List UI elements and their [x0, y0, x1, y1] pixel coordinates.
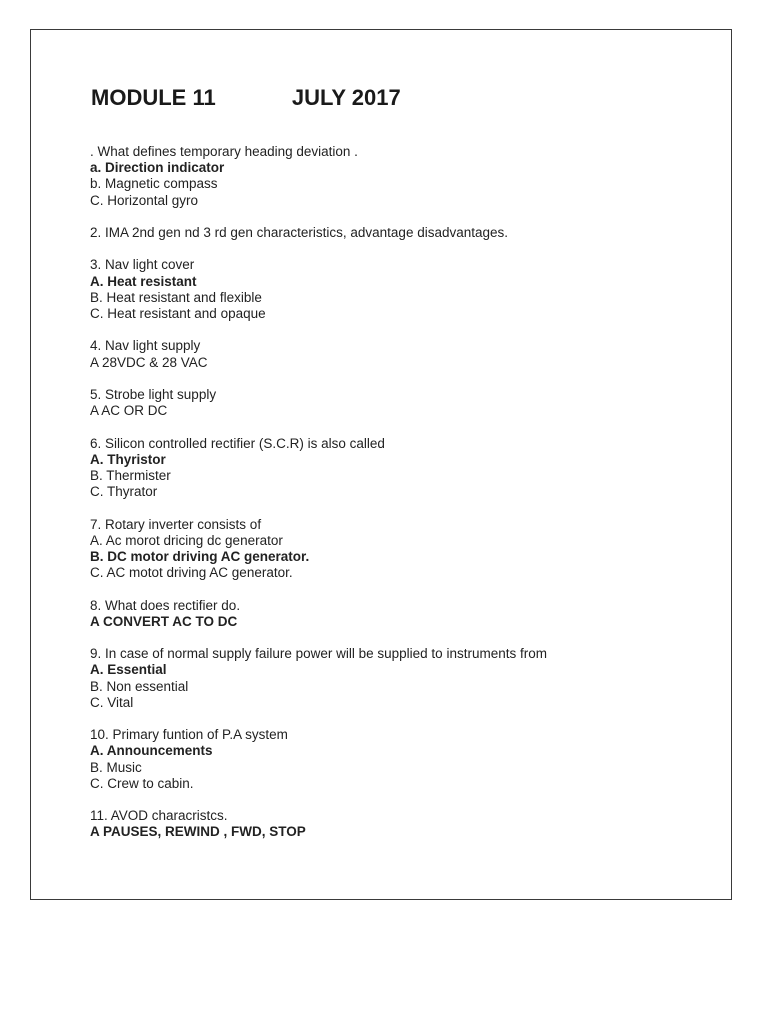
- question-text: 3. Nav light cover: [90, 257, 195, 273]
- question-block: [90, 598, 710, 630]
- question-block: [90, 144, 710, 209]
- question-text: 6. Silicon controlled rectifier (S.C.R) is also called: [90, 435, 385, 451]
- question-text: 5. Strobe light supply: [90, 386, 217, 402]
- answer-option: A. Ac morot dricing dc generator: [90, 532, 283, 548]
- question-text: 9. In case of normal supply failure power will be supplied to instruments from: [90, 646, 547, 662]
- answer-option: B. Heat resistant and flexible: [90, 289, 262, 305]
- question-block: [90, 727, 710, 792]
- question-text: 11. AVOD characristcs.: [90, 808, 228, 824]
- answer-option: C. Heat resistant and opaque: [90, 306, 266, 321]
- question-text: . What defines temporary heading deviation .: [90, 144, 358, 159]
- question-block: [90, 436, 710, 501]
- correct-answer: A. Thyristor: [90, 451, 166, 467]
- answer-option: C. Horizontal gyro: [90, 192, 199, 208]
- question-block: [90, 225, 710, 241]
- correct-answer: A CONVERT AC TO DC: [90, 613, 238, 629]
- correct-answer: B. DC motor driving AC generator.: [90, 548, 310, 564]
- answer-option: C. AC motot driving AC generator.: [90, 565, 293, 581]
- question-text: 8. What does rectifier do.: [90, 597, 241, 613]
- question-block: [90, 387, 710, 419]
- exam-date: JULY 2017: [291, 85, 401, 110]
- answer-option: C. Crew to cabin.: [90, 775, 194, 791]
- answer-option: C. Vital: [90, 694, 134, 710]
- module-title: MODULE 11: [91, 85, 216, 110]
- correct-answer: A. Announcements: [90, 743, 213, 759]
- question-text: 4. Nav light supply: [90, 338, 201, 354]
- question-text: 10. Primary funtion of P.A system: [90, 727, 288, 743]
- answer-option: A AC OR DC: [90, 403, 168, 419]
- question-block: [90, 257, 710, 322]
- correct-answer: A. Heat resistant: [90, 273, 197, 289]
- answer-option: B. Music: [90, 759, 142, 775]
- answer-option: C. Thyrator: [90, 484, 158, 500]
- answer-option: A 28VDC & 28 VAC: [90, 354, 208, 370]
- page-header: [91, 85, 401, 111]
- question-block: [90, 646, 710, 711]
- answer-option: B. Thermister: [90, 467, 171, 483]
- correct-answer: a. Direction indicator: [90, 160, 225, 176]
- answer-option: b. Magnetic compass: [90, 176, 218, 192]
- correct-answer: A PAUSES, REWIND , FWD, STOP: [90, 824, 306, 840]
- question-list: [90, 144, 710, 857]
- question-block: [90, 808, 710, 840]
- question-text: 7. Rotary inverter consists of: [90, 516, 262, 532]
- correct-answer: A. Essential: [90, 662, 167, 678]
- answer-option: B. Non essential: [90, 678, 189, 694]
- question-text: 2. IMA 2nd gen nd 3 rd gen characteristics, advantage disadvantages.: [90, 225, 509, 240]
- question-block: [90, 338, 710, 370]
- question-block: [90, 517, 710, 582]
